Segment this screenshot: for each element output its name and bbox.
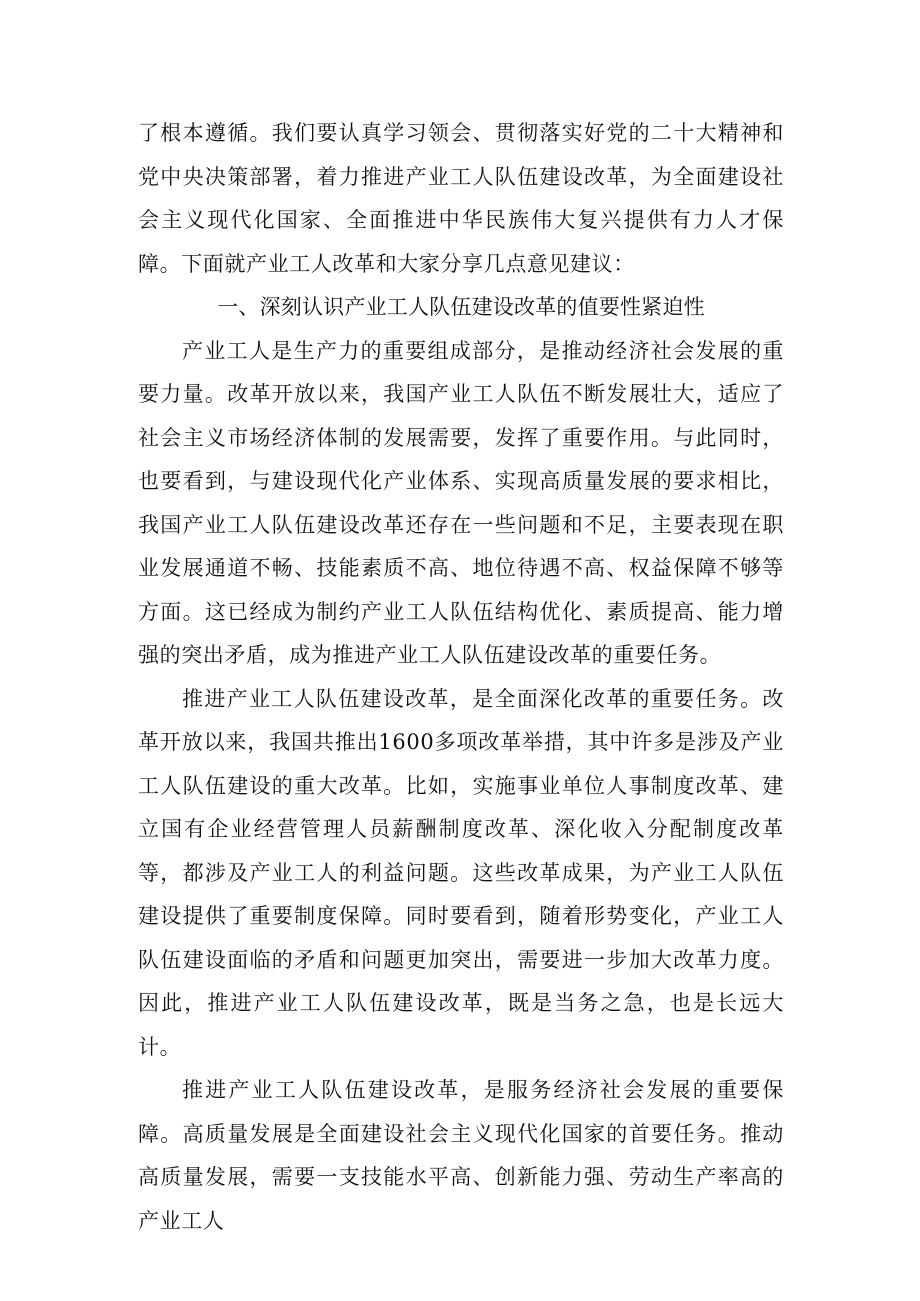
paragraph: 推进产业工人队伍建设改革，是服务经济社会发展的重要保障。高质量发展是全面建设社会主义现代化国家的首要任务。推动高质量发展，需要一支技能水平高、创新能力强、劳动生产率高的产业工人 bbox=[138, 1078, 784, 1233]
document-page bbox=[138, 112, 784, 1243]
paragraph-continuation: 了根本遵循。我们要认真学习领会、贯彻落实好党的二十大精神和党中央决策部署，着力推进产业工人队伍建设改革，为全面建设社会主义现代化国家、全面推进中华民族伟大复兴提供有力人才保障。下面就产业工人改革和大家分享几点意见建议： bbox=[138, 121, 784, 276]
paragraph: 产业工人是生产力的重要组成部分，是推动经济社会发展的重要力量。改革开放以来，我国产业工人队伍不断发展壮大，适应了社会主义市场经济体制的发展需要，发挥了重要作用。与此同时，也要看到，与建设现代化产业体系、实现高质量发展的要求相比，我国产业工人队伍建设改革还存在一些问题和不足，主要表现在职业发展通道不畅、技能素质不高、地位待遇不高、权益保障不够等方面。这已经成为制约产业工人队伍结构优化、素质提高、能力增强的突出矛盾，成为推进产业工人队伍建设改革的重要任务。 bbox=[138, 338, 784, 667]
section-heading: 一、深刻认识产业工人队伍建设改革的值要性紧迫性 bbox=[217, 295, 705, 319]
paragraph: 推进产业工人队伍建设改革，是全面深化改革的重要任务。改革开放以来，我国共推出1600多项改革举措，其中许多是涉及产业工人队伍建设的重大改革。比如，实施事业单位人事制度改革、建立国有企业经营管理人员薪酬制度改革、深化收入分配制度改革等，都涉及产业工人的利益问题。这些改革成果，为产业工人队伍建设提供了重要制度保障。同时要看到，随着形势变化，产业工人队伍建设面临的矛盾和问题更加突出，需要进一步加大改革力度。因此，推进产业工人队伍建设改革，既是当务之急，也是长远大计。 bbox=[138, 686, 784, 1059]
